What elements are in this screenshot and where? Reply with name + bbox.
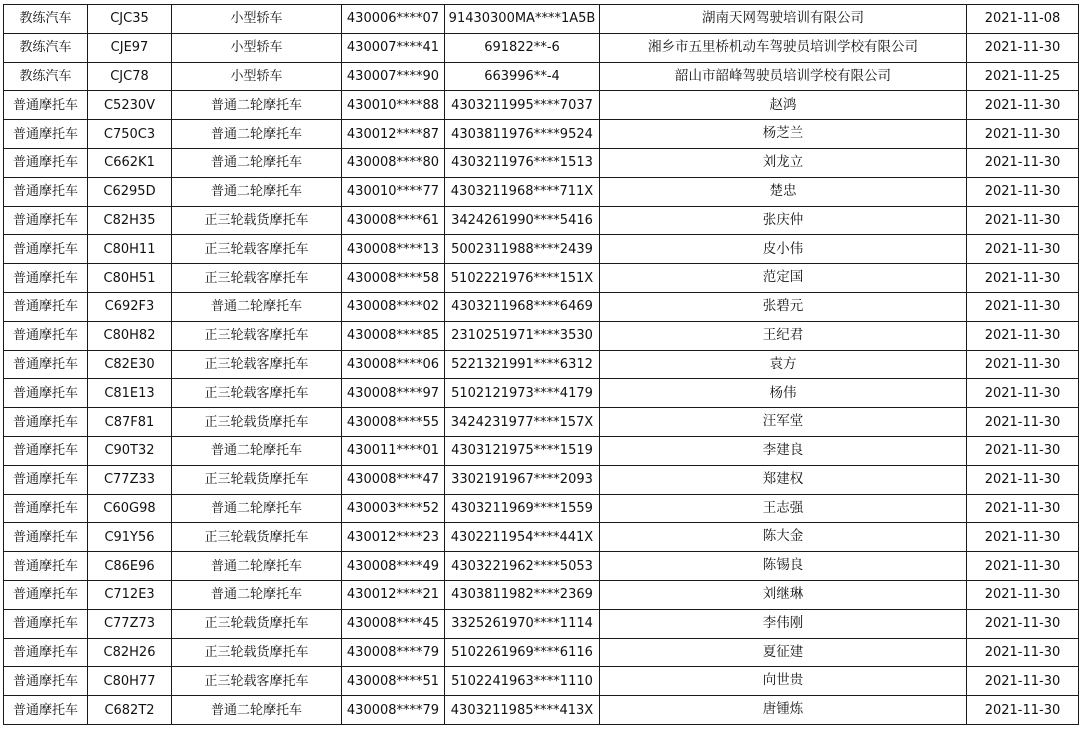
vehicle-type-cell: 普通二轮摩托车	[172, 580, 342, 609]
code-cell: 430008****79	[342, 638, 445, 667]
vehicle-type-cell: 普通二轮摩托车	[172, 494, 342, 523]
plate-number-cell: CJC35	[88, 5, 172, 34]
owner-cell: 楚忠	[600, 177, 967, 206]
id-number-cell: 5102241963****1110	[445, 667, 600, 696]
owner-cell: 李伟刚	[600, 609, 967, 638]
owner-cell: 刘龙立	[600, 148, 967, 177]
vehicle-category-cell: 普通摩托车	[4, 350, 88, 379]
vehicle-type-cell: 普通二轮摩托车	[172, 436, 342, 465]
table-row	[4, 696, 1079, 725]
id-number-cell: 4302211954****441X	[445, 523, 600, 552]
table-row	[4, 62, 1079, 91]
owner-cell: 向世贵	[600, 667, 967, 696]
vehicle-type-cell: 正三轮载客摩托车	[172, 264, 342, 293]
plate-number-cell: CJE97	[88, 33, 172, 62]
code-cell: 430008****51	[342, 667, 445, 696]
id-number-cell: 4303811982****2369	[445, 580, 600, 609]
records-table	[3, 4, 1079, 725]
records-body	[4, 5, 1079, 725]
table-row	[4, 667, 1079, 696]
plate-number-cell: C682T2	[88, 696, 172, 725]
vehicle-category-cell: 普通摩托车	[4, 120, 88, 149]
vehicle-type-cell: 正三轮载客摩托车	[172, 350, 342, 379]
owner-cell: 赵鸿	[600, 91, 967, 120]
table-row	[4, 552, 1079, 581]
code-cell: 430008****79	[342, 696, 445, 725]
code-cell: 430006****07	[342, 5, 445, 34]
owner-cell: 刘继琳	[600, 580, 967, 609]
code-cell: 430012****23	[342, 523, 445, 552]
id-number-cell: 4303211968****711X	[445, 177, 600, 206]
code-cell: 430012****21	[342, 580, 445, 609]
code-cell: 430008****02	[342, 292, 445, 321]
plate-number-cell: C82E30	[88, 350, 172, 379]
vehicle-category-cell: 普通摩托车	[4, 494, 88, 523]
id-number-cell: 4303221962****5053	[445, 552, 600, 581]
date-cell: 2021-11-30	[967, 235, 1079, 264]
plate-number-cell: C80H51	[88, 264, 172, 293]
table-row	[4, 408, 1079, 437]
code-cell: 430011****01	[342, 436, 445, 465]
code-cell: 430003****52	[342, 494, 445, 523]
plate-number-cell: C60G98	[88, 494, 172, 523]
table-row	[4, 292, 1079, 321]
vehicle-category-cell: 普通摩托车	[4, 580, 88, 609]
code-cell: 430008****61	[342, 206, 445, 235]
plate-number-cell: C90T32	[88, 436, 172, 465]
plate-number-cell: C750C3	[88, 120, 172, 149]
plate-number-cell: C80H77	[88, 667, 172, 696]
date-cell: 2021-11-30	[967, 638, 1079, 667]
owner-cell: 韶山市韶峰驾驶员培训学校有限公司	[600, 62, 967, 91]
date-cell: 2021-11-30	[967, 120, 1079, 149]
id-number-cell: 663996**-4	[445, 62, 600, 91]
date-cell: 2021-11-08	[967, 5, 1079, 34]
plate-number-cell: C6295D	[88, 177, 172, 206]
date-cell: 2021-11-30	[967, 552, 1079, 581]
code-cell: 430010****88	[342, 91, 445, 120]
owner-cell: 湖南天网驾驶培训有限公司	[600, 5, 967, 34]
owner-cell: 范定国	[600, 264, 967, 293]
code-cell: 430007****90	[342, 62, 445, 91]
id-number-cell: 3424261990****5416	[445, 206, 600, 235]
vehicle-type-cell: 正三轮载客摩托车	[172, 235, 342, 264]
id-number-cell: 5002311988****2439	[445, 235, 600, 264]
code-cell: 430008****13	[342, 235, 445, 264]
date-cell: 2021-11-30	[967, 523, 1079, 552]
id-number-cell: 4303211985****413X	[445, 696, 600, 725]
table-row	[4, 494, 1079, 523]
date-cell: 2021-11-30	[967, 494, 1079, 523]
vehicle-category-cell: 普通摩托车	[4, 264, 88, 293]
code-cell: 430008****45	[342, 609, 445, 638]
owner-cell: 陈大金	[600, 523, 967, 552]
date-cell: 2021-11-30	[967, 206, 1079, 235]
code-cell: 430007****41	[342, 33, 445, 62]
plate-number-cell: C77Z73	[88, 609, 172, 638]
owner-cell: 湘乡市五里桥机动车驾驶员培训学校有限公司	[600, 33, 967, 62]
vehicle-category-cell: 普通摩托车	[4, 321, 88, 350]
owner-cell: 袁方	[600, 350, 967, 379]
vehicle-type-cell: 普通二轮摩托车	[172, 177, 342, 206]
vehicle-type-cell: 普通二轮摩托车	[172, 552, 342, 581]
vehicle-type-cell: 小型轿车	[172, 33, 342, 62]
table-row	[4, 609, 1079, 638]
vehicle-category-cell: 普通摩托车	[4, 91, 88, 120]
table-row	[4, 235, 1079, 264]
vehicle-category-cell: 普通摩托车	[4, 206, 88, 235]
plate-number-cell: C87F81	[88, 408, 172, 437]
table-row	[4, 638, 1079, 667]
id-number-cell: 5102121973****4179	[445, 379, 600, 408]
table-row	[4, 580, 1079, 609]
vehicle-type-cell: 正三轮载客摩托车	[172, 379, 342, 408]
date-cell: 2021-11-30	[967, 33, 1079, 62]
owner-cell: 李建良	[600, 436, 967, 465]
plate-number-cell: C692F3	[88, 292, 172, 321]
vehicle-type-cell: 正三轮载货摩托车	[172, 408, 342, 437]
vehicle-type-cell: 普通二轮摩托车	[172, 292, 342, 321]
vehicle-category-cell: 普通摩托车	[4, 177, 88, 206]
date-cell: 2021-11-30	[967, 436, 1079, 465]
id-number-cell: 4303211976****1513	[445, 148, 600, 177]
vehicle-type-cell: 正三轮载货摩托车	[172, 523, 342, 552]
vehicle-type-cell: 普通二轮摩托车	[172, 91, 342, 120]
owner-cell: 皮小伟	[600, 235, 967, 264]
vehicle-type-cell: 正三轮载客摩托车	[172, 321, 342, 350]
owner-cell: 杨芝兰	[600, 120, 967, 149]
vehicle-category-cell: 普通摩托车	[4, 408, 88, 437]
code-cell: 430010****77	[342, 177, 445, 206]
id-number-cell: 4303211968****6469	[445, 292, 600, 321]
date-cell: 2021-11-30	[967, 321, 1079, 350]
owner-cell: 王纪君	[600, 321, 967, 350]
plate-number-cell: C81E13	[88, 379, 172, 408]
vehicle-type-cell: 普通二轮摩托车	[172, 696, 342, 725]
id-number-cell: 4303211969****1559	[445, 494, 600, 523]
date-cell: 2021-11-30	[967, 580, 1079, 609]
table-row	[4, 91, 1079, 120]
id-number-cell: 2310251971****3530	[445, 321, 600, 350]
vehicle-category-cell: 普通摩托车	[4, 696, 88, 725]
vehicle-category-cell: 普通摩托车	[4, 638, 88, 667]
vehicle-type-cell: 正三轮载客摩托车	[172, 667, 342, 696]
table-row	[4, 206, 1079, 235]
date-cell: 2021-11-30	[967, 465, 1079, 494]
table-row	[4, 523, 1079, 552]
date-cell: 2021-11-30	[967, 667, 1079, 696]
table-row	[4, 465, 1079, 494]
code-cell: 430008****55	[342, 408, 445, 437]
date-cell: 2021-11-30	[967, 350, 1079, 379]
code-cell: 430008****47	[342, 465, 445, 494]
date-cell: 2021-11-30	[967, 148, 1079, 177]
owner-cell: 唐锺炼	[600, 696, 967, 725]
id-number-cell: 3325261970****1114	[445, 609, 600, 638]
owner-cell: 张碧元	[600, 292, 967, 321]
plate-number-cell: C662K1	[88, 148, 172, 177]
vehicle-category-cell: 普通摩托车	[4, 379, 88, 408]
vehicle-type-cell: 正三轮载货摩托车	[172, 206, 342, 235]
table-row	[4, 350, 1079, 379]
owner-cell: 夏征建	[600, 638, 967, 667]
table-row	[4, 264, 1079, 293]
code-cell: 430008****97	[342, 379, 445, 408]
id-number-cell: 5102261969****6116	[445, 638, 600, 667]
vehicle-category-cell: 教练汽车	[4, 62, 88, 91]
vehicle-category-cell: 教练汽车	[4, 5, 88, 34]
plate-number-cell: C712E3	[88, 580, 172, 609]
vehicle-type-cell: 普通二轮摩托车	[172, 120, 342, 149]
records-sheet	[3, 4, 1078, 725]
plate-number-cell: C86E96	[88, 552, 172, 581]
date-cell: 2021-11-30	[967, 91, 1079, 120]
id-number-cell: 91430300MA****1A5B	[445, 5, 600, 34]
date-cell: 2021-11-30	[967, 264, 1079, 293]
id-number-cell: 691822**-6	[445, 33, 600, 62]
vehicle-category-cell: 普通摩托车	[4, 292, 88, 321]
plate-number-cell: C80H11	[88, 235, 172, 264]
vehicle-type-cell: 小型轿车	[172, 62, 342, 91]
vehicle-type-cell: 正三轮载货摩托车	[172, 465, 342, 494]
vehicle-category-cell: 普通摩托车	[4, 609, 88, 638]
code-cell: 430008****85	[342, 321, 445, 350]
vehicle-type-cell: 普通二轮摩托车	[172, 148, 342, 177]
table-row	[4, 148, 1079, 177]
plate-number-cell: C82H26	[88, 638, 172, 667]
id-number-cell: 5221321991****6312	[445, 350, 600, 379]
date-cell: 2021-11-30	[967, 292, 1079, 321]
vehicle-category-cell: 普通摩托车	[4, 235, 88, 264]
table-row	[4, 436, 1079, 465]
table-row	[4, 120, 1079, 149]
id-number-cell: 4303811976****9524	[445, 120, 600, 149]
date-cell: 2021-11-30	[967, 408, 1079, 437]
date-cell: 2021-11-30	[967, 177, 1079, 206]
vehicle-category-cell: 普通摩托车	[4, 667, 88, 696]
code-cell: 430008****06	[342, 350, 445, 379]
owner-cell: 杨伟	[600, 379, 967, 408]
id-number-cell: 3424231977****157X	[445, 408, 600, 437]
vehicle-category-cell: 普通摩托车	[4, 523, 88, 552]
plate-number-cell: C5230V	[88, 91, 172, 120]
owner-cell: 陈锡良	[600, 552, 967, 581]
owner-cell: 汪军堂	[600, 408, 967, 437]
id-number-cell: 5102221976****151X	[445, 264, 600, 293]
code-cell: 430008****58	[342, 264, 445, 293]
date-cell: 2021-11-30	[967, 696, 1079, 725]
table-row	[4, 33, 1079, 62]
owner-cell: 郑建权	[600, 465, 967, 494]
table-row	[4, 5, 1079, 34]
vehicle-category-cell: 普通摩托车	[4, 148, 88, 177]
plate-number-cell: CJC78	[88, 62, 172, 91]
vehicle-type-cell: 小型轿车	[172, 5, 342, 34]
vehicle-category-cell: 普通摩托车	[4, 552, 88, 581]
owner-cell: 王志强	[600, 494, 967, 523]
date-cell: 2021-11-25	[967, 62, 1079, 91]
code-cell: 430012****87	[342, 120, 445, 149]
id-number-cell: 3302191967****2093	[445, 465, 600, 494]
vehicle-category-cell: 普通摩托车	[4, 436, 88, 465]
plate-number-cell: C91Y56	[88, 523, 172, 552]
vehicle-type-cell: 正三轮载货摩托车	[172, 609, 342, 638]
table-row	[4, 379, 1079, 408]
plate-number-cell: C80H82	[88, 321, 172, 350]
id-number-cell: 4303121975****1519	[445, 436, 600, 465]
code-cell: 430008****49	[342, 552, 445, 581]
vehicle-category-cell: 教练汽车	[4, 33, 88, 62]
vehicle-type-cell: 正三轮载货摩托车	[172, 638, 342, 667]
plate-number-cell: C77Z33	[88, 465, 172, 494]
table-row	[4, 177, 1079, 206]
id-number-cell: 4303211995****7037	[445, 91, 600, 120]
owner-cell: 张庆仲	[600, 206, 967, 235]
date-cell: 2021-11-30	[967, 609, 1079, 638]
table-row	[4, 321, 1079, 350]
date-cell: 2021-11-30	[967, 379, 1079, 408]
code-cell: 430008****80	[342, 148, 445, 177]
vehicle-category-cell: 普通摩托车	[4, 465, 88, 494]
plate-number-cell: C82H35	[88, 206, 172, 235]
